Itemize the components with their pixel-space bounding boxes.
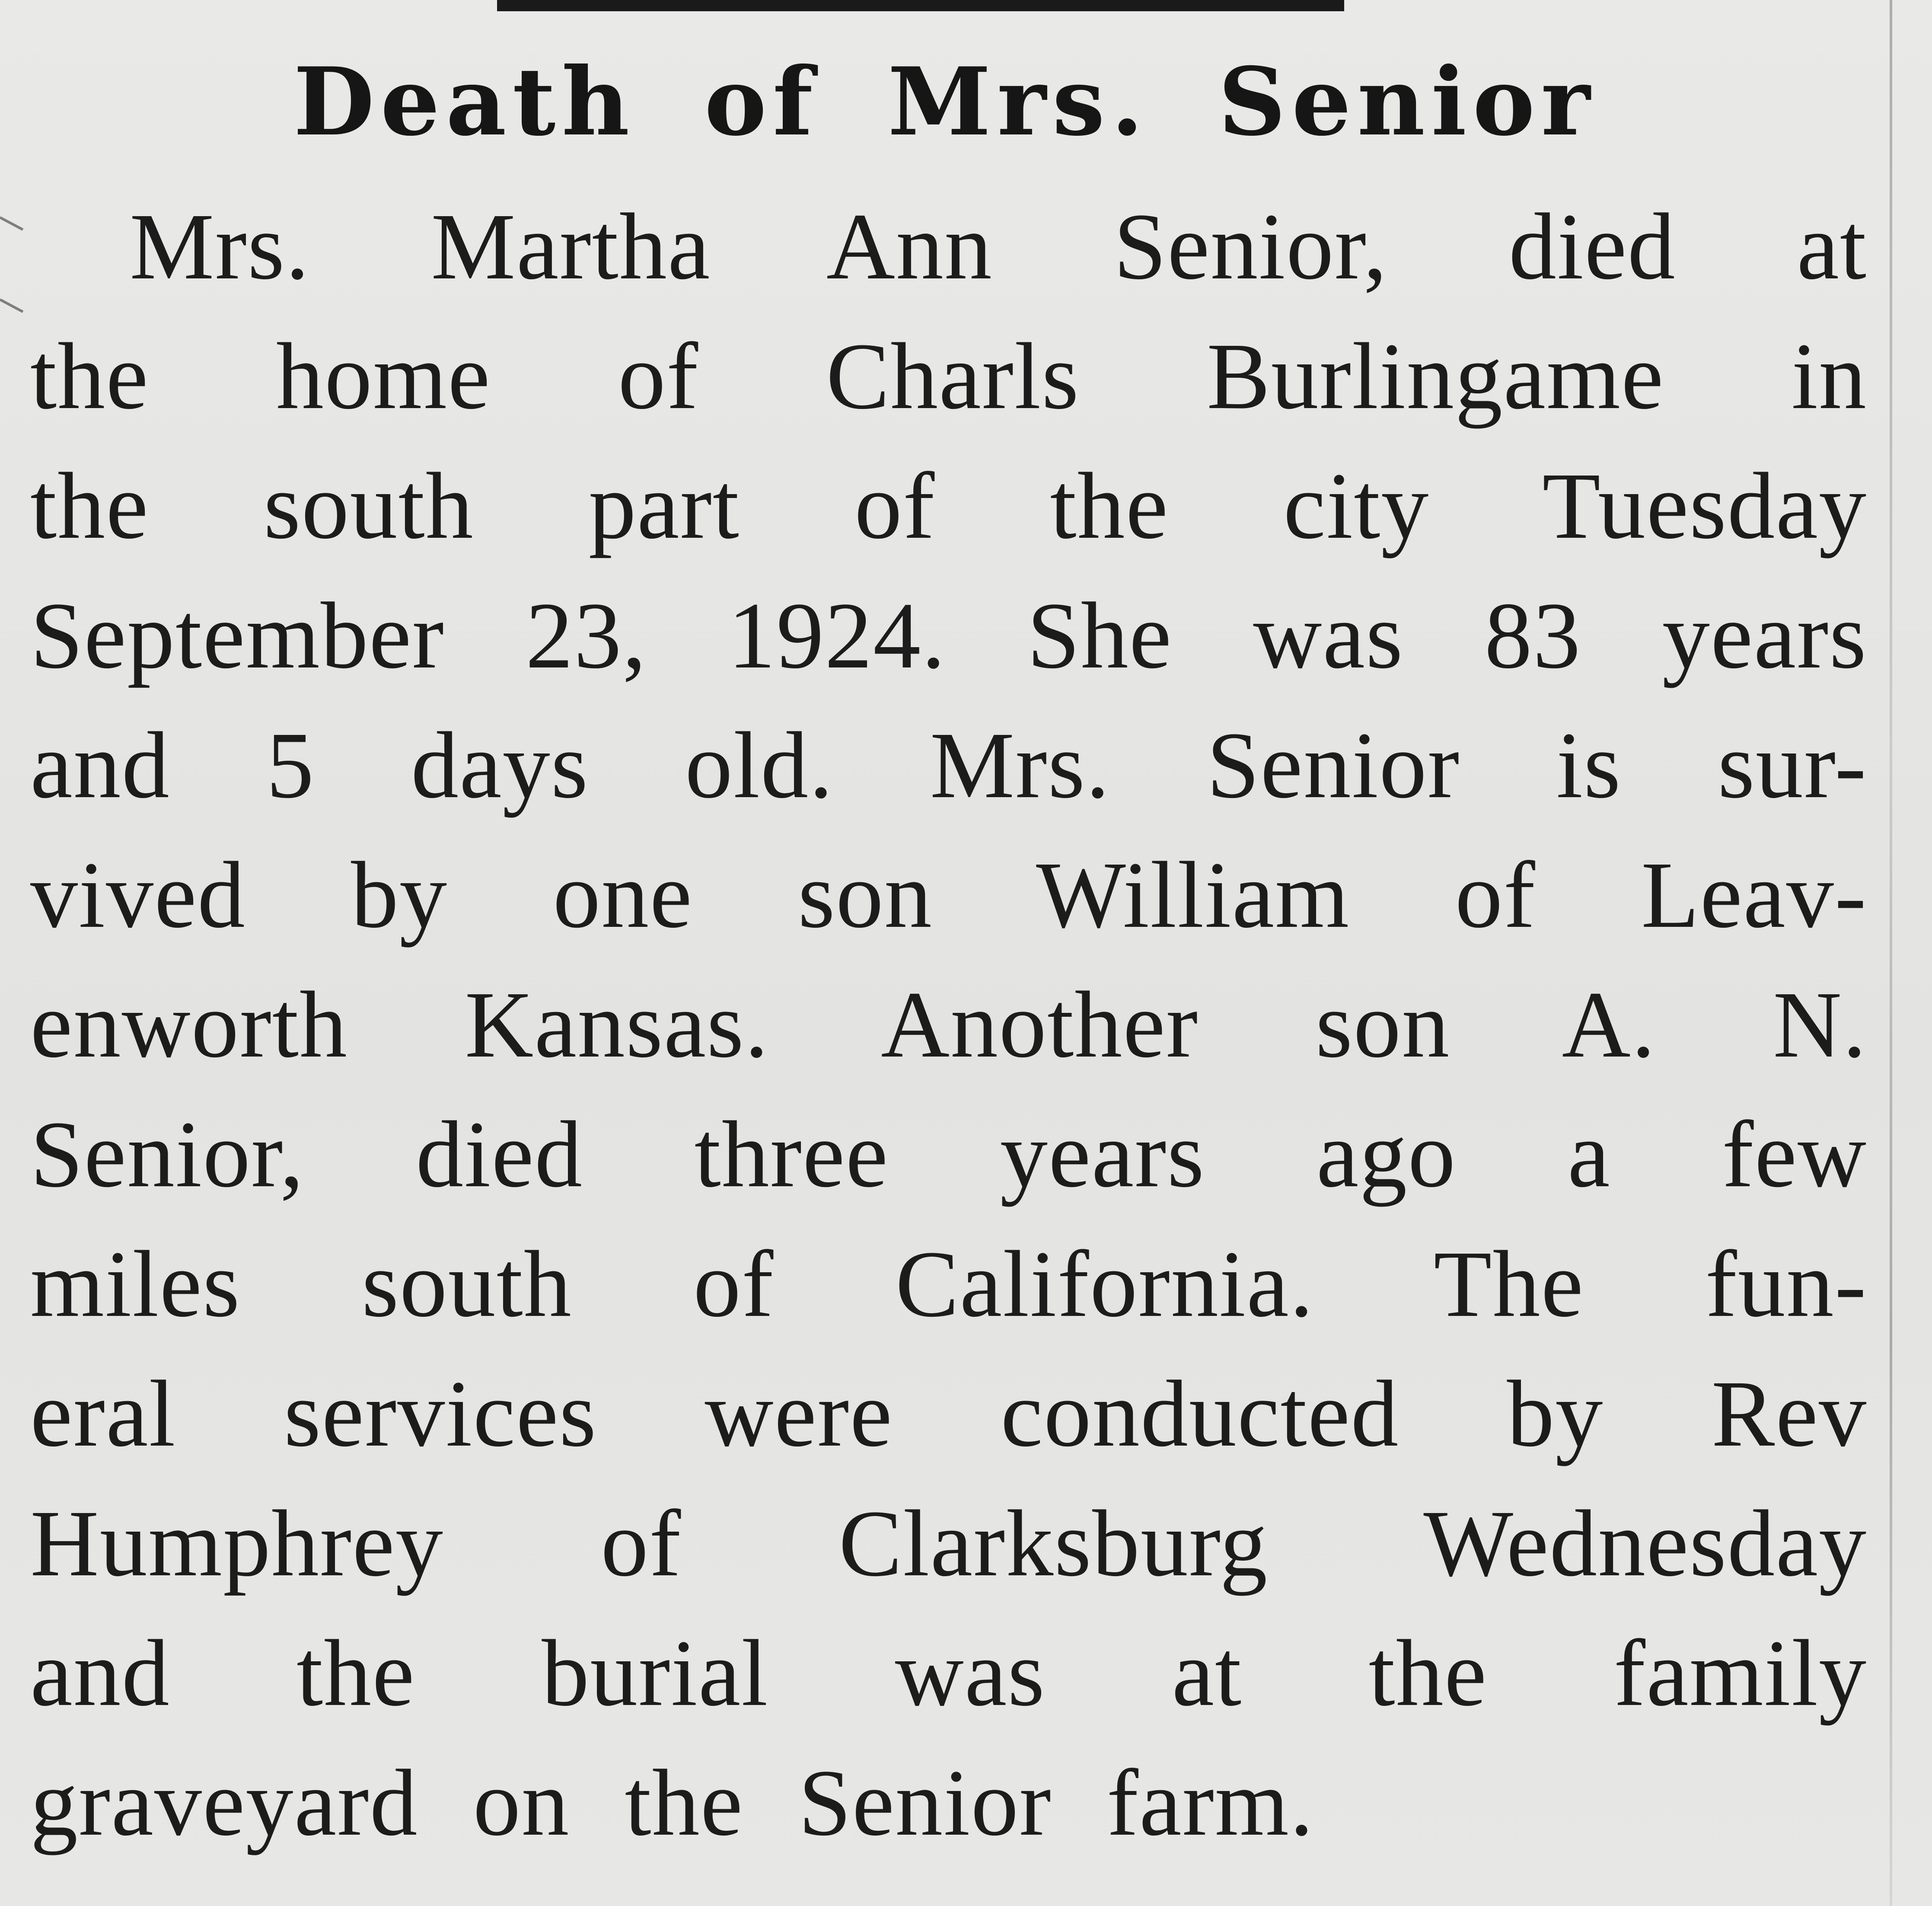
margin-mark bbox=[0, 298, 23, 313]
article-line: eral services were conducted by Rev bbox=[30, 1361, 1867, 1466]
article-line: and 5 days old. Mrs. Senior is sur- bbox=[30, 712, 1867, 818]
article-line: the south part of the city Tuesday bbox=[30, 453, 1867, 559]
article-line: the home of Charls Burlingame in bbox=[30, 323, 1867, 429]
article-body bbox=[30, 182, 1867, 1868]
article-line: Mrs. Martha Ann Senior, died at bbox=[130, 194, 1867, 299]
article-line: and the burial was at the family bbox=[30, 1620, 1867, 1726]
article-line: Humphrey of Clarksburg Wednesday bbox=[30, 1491, 1867, 1596]
article-line: September 23, 1924. She was 83 years bbox=[30, 583, 1867, 688]
article-line: vived by one son William of Leav- bbox=[30, 842, 1867, 948]
article-line: graveyard on the Senior farm. bbox=[30, 1750, 1314, 1855]
article-line: Senior, died three years ago a few bbox=[30, 1101, 1867, 1207]
headline: Death of Mrs. Senior bbox=[293, 47, 1597, 156]
margin-mark bbox=[0, 216, 23, 230]
article-line: miles south of California. The fun- bbox=[30, 1231, 1867, 1337]
top-rule bbox=[497, 0, 1344, 11]
article-line: enworth Kansas. Another son A. N. bbox=[30, 972, 1867, 1077]
column-rule bbox=[1890, 0, 1892, 1906]
